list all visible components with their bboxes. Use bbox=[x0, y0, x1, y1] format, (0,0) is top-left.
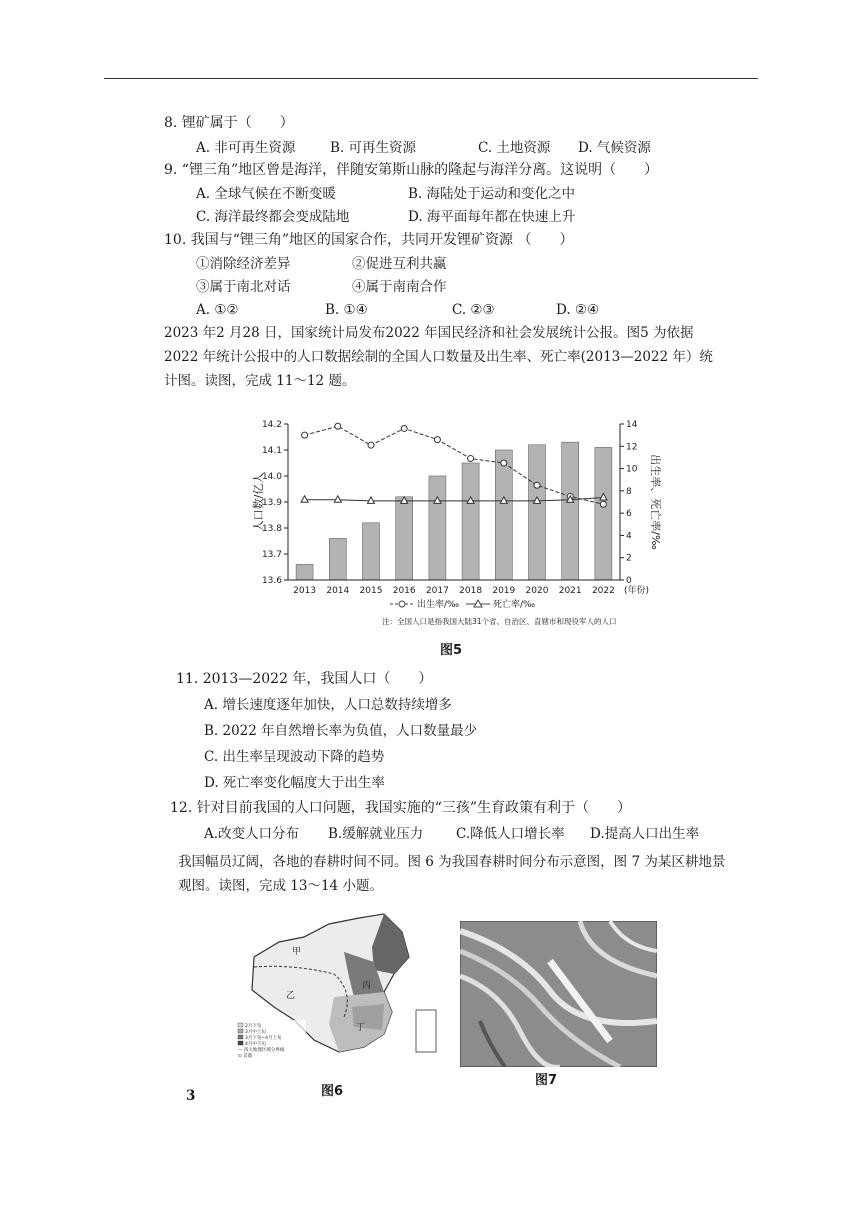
q8-option-d: D. 气候资源 bbox=[578, 140, 651, 156]
death-rate-point bbox=[368, 497, 375, 504]
x-tick-label: 2014 bbox=[326, 586, 350, 596]
y-tick-label: 13.9 bbox=[261, 498, 282, 508]
q12-option-b: B.缓解就业压力 bbox=[328, 826, 424, 842]
q8-option-b: B. 可再生资源 bbox=[330, 140, 417, 156]
birth-rate-point bbox=[401, 425, 407, 431]
x-tick-label: 2022 bbox=[591, 586, 615, 596]
intro-paragraph-line-1: 2023 年2 月28 日，国家统计局发布2022 年国民经济和社会发展统计公报。图5 为依据 bbox=[164, 325, 694, 341]
legend-text-1: 2月下旬 bbox=[245, 1024, 262, 1029]
q10-option-d: D. ②④ bbox=[556, 302, 600, 318]
legend-swatch-3 bbox=[238, 1035, 243, 1039]
y-tick-label: 14.1 bbox=[261, 446, 282, 456]
q10-option-a: A. ①② bbox=[196, 302, 239, 318]
legend-swatch-1 bbox=[238, 1023, 243, 1027]
population-bar bbox=[495, 450, 512, 580]
q12-option-a: A.改变人口分布 bbox=[204, 826, 300, 842]
population-bar bbox=[396, 497, 413, 580]
y-axis-right-label: 出生率、死亡率/‰ bbox=[649, 454, 662, 550]
y-right-tick-label: 12 bbox=[626, 442, 638, 453]
intro-paragraph-line-3: 计图。读图，完成 11～12 题。 bbox=[164, 373, 356, 389]
q9-option-a: A. 全球气候在不断变暖 bbox=[196, 186, 336, 202]
birth-rate-point bbox=[534, 482, 540, 488]
q11-option-d: D. 死亡率变化幅度大于出生率 bbox=[204, 775, 385, 791]
q9-option-d: D. 海平面每年都在快速上升 bbox=[408, 209, 576, 225]
y-tick-label: 14.0 bbox=[261, 472, 282, 482]
page-number: 3 bbox=[186, 1088, 196, 1104]
population-bar bbox=[595, 447, 612, 580]
y-axis-label: 人口数/亿人 bbox=[252, 472, 265, 532]
birth-rate-point bbox=[501, 460, 507, 466]
birth-rate-point bbox=[468, 456, 474, 462]
terraced-fields-photo bbox=[460, 921, 657, 1067]
y-tick-label: 13.7 bbox=[261, 550, 282, 560]
q9-stem: 9. “锂三角”地区曾是海洋，伴随安第斯山脉的隆起与海洋分离。这说明（ ） bbox=[164, 162, 659, 178]
legend-swatch-2 bbox=[238, 1029, 243, 1033]
legend-text-3: 3月下旬~4月上旬 bbox=[245, 1036, 282, 1041]
south-china-sea-inset bbox=[416, 1010, 436, 1052]
y-right-tick-label: 14 bbox=[626, 420, 638, 430]
legend-text-6: ⊙ 首都 bbox=[238, 1054, 253, 1059]
q10-option-b: B. ①④ bbox=[325, 302, 368, 318]
intro2-line-1: 我国幅员辽阔，各地的春耕时间不同。图 6 为我国春耕时间分布示意图，图 7 为某区耕地景 bbox=[178, 854, 726, 870]
population-bar bbox=[562, 442, 579, 580]
y-right-tick-label: 2 bbox=[626, 553, 632, 564]
y-right-tick-label: 6 bbox=[626, 509, 632, 520]
q10-statement-2: ②促进互利共赢 bbox=[352, 256, 447, 272]
birth-rate-point bbox=[335, 423, 341, 429]
q9-option-c: C. 海洋最终都会变成陆地 bbox=[196, 209, 350, 225]
birth-rate-point bbox=[368, 442, 374, 448]
death-rate-line bbox=[305, 498, 604, 501]
x-tick-label: 2017 bbox=[425, 586, 449, 596]
population-chart bbox=[240, 412, 670, 634]
x-tick-label: 2019 bbox=[492, 586, 516, 596]
y-tick-label: 14.2 bbox=[261, 420, 282, 430]
legend-text-4: 4月中下旬 bbox=[245, 1042, 266, 1047]
q11-stem: 11. 2013—2022 年，我国人口（ ） bbox=[176, 671, 433, 687]
population-bar bbox=[429, 476, 446, 580]
q11-option-c: C. 出生率呈现波动下降的趋势 bbox=[204, 749, 385, 765]
x-tick-label: 2015 bbox=[359, 586, 383, 596]
population-bar bbox=[363, 523, 380, 580]
figure-7-caption: 图7 bbox=[535, 1073, 558, 1088]
label-yi: 乙 bbox=[286, 991, 296, 1001]
q12-stem: 12. 针对目前我国的人口问题，我国实施的“三孩”生育政策有利于（ ） bbox=[170, 800, 632, 816]
q8-option-a: A. 非可再生资源 bbox=[196, 140, 296, 156]
q11-option-b: B. 2022 年自然增长率为负值，人口数量最少 bbox=[204, 723, 478, 739]
y-right-tick-label: 0 bbox=[626, 576, 632, 586]
label-jia: 甲 bbox=[292, 947, 302, 957]
figure-6-caption: 图6 bbox=[321, 1084, 344, 1099]
y-right-tick-label: 10 bbox=[626, 464, 638, 475]
q11-option-a: A. 增长速度逐年加快，人口总数持续增多 bbox=[204, 697, 452, 713]
spring-plowing-map bbox=[234, 912, 439, 1062]
legend-text-2: 3月中上旬 bbox=[245, 1030, 266, 1035]
q8-stem: 8. 锂矿属于（ ） bbox=[164, 115, 294, 131]
q10-statement-3: ③属于南北对话 bbox=[196, 279, 291, 295]
figure-5-caption: 图5 bbox=[440, 643, 463, 658]
label-bing: 丙 bbox=[362, 981, 372, 991]
x-tick-label: 2013 bbox=[293, 586, 317, 596]
x-tick-label: 2021 bbox=[558, 586, 582, 596]
population-bar bbox=[329, 538, 346, 580]
x-tick-label: 2016 bbox=[392, 586, 416, 596]
q10-statement-4: ④属于南南合作 bbox=[352, 279, 447, 295]
x-tick-label: 2018 bbox=[459, 586, 483, 596]
birth-rate-line bbox=[305, 426, 604, 504]
population-bar bbox=[462, 463, 479, 580]
population-bar bbox=[529, 445, 546, 580]
birth-rate-point bbox=[302, 432, 308, 438]
q10-option-c: C. ②③ bbox=[452, 302, 495, 318]
population-bar bbox=[296, 564, 313, 580]
legend-death-label: 死亡率/‰ bbox=[493, 600, 536, 610]
death-rate-point bbox=[334, 496, 341, 503]
y-tick-label: 13.6 bbox=[261, 576, 282, 586]
x-tick-label: 2020 bbox=[525, 586, 549, 596]
legend-birth-label: 出生率/‰ bbox=[417, 600, 460, 610]
q10-statement-1: ①消除经济差异 bbox=[196, 256, 291, 272]
header-rule bbox=[104, 78, 758, 79]
legend-swatch-4 bbox=[238, 1041, 243, 1045]
q12-option-d: D.提高人口出生率 bbox=[590, 826, 700, 842]
q8-option-c: C. 土地资源 bbox=[478, 140, 551, 156]
q9-option-b: B. 海陆处于运动和变化之中 bbox=[408, 186, 576, 202]
legend-text-5: — 四大地理区域分界线 bbox=[238, 1048, 285, 1053]
y-right-tick-label: 8 bbox=[626, 486, 632, 497]
birth-rate-point bbox=[434, 437, 440, 443]
intro-paragraph-line-2: 2022 年统计公报中的人口数据绘制的全国人口数量及出生率、死亡率(2013—2022 年）统 bbox=[164, 349, 713, 365]
q12-option-c: C.降低人口增长率 bbox=[456, 826, 565, 842]
death-rate-point bbox=[301, 496, 308, 503]
x-axis-unit: (年份) bbox=[624, 586, 650, 596]
intro2-line-2: 观图。读图，完成 13～14 小题。 bbox=[178, 878, 383, 894]
birth-rate-point bbox=[600, 501, 606, 507]
y-right-tick-label: 4 bbox=[626, 531, 632, 542]
legend-birth-marker bbox=[399, 601, 405, 607]
y-tick-label: 13.8 bbox=[261, 524, 282, 534]
label-ding: 丁 bbox=[356, 1023, 366, 1033]
chart-note: 注：全国人口是指我国大陆31个省、自治区、直辖市和现役军人的人口 bbox=[382, 617, 617, 626]
q10-stem: 10. 我国与“锂三角”地区的国家合作，共同开发锂矿资源 （ ） bbox=[164, 232, 574, 248]
